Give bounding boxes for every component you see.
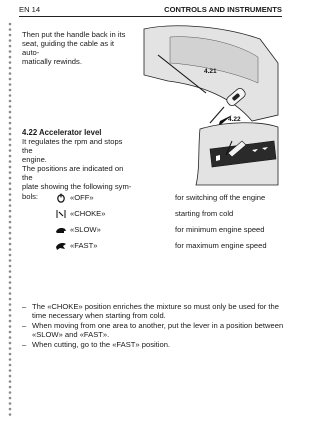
symbol-description-fast: for maximum engine speed bbox=[175, 241, 267, 250]
margin-dot bbox=[9, 188, 12, 191]
margin-dot bbox=[9, 397, 12, 400]
section-title: 4.22 Accelerator level bbox=[22, 128, 102, 137]
margin-dot bbox=[9, 375, 12, 378]
symbol-label-slow: «SLOW» bbox=[70, 225, 101, 234]
margin-dot bbox=[9, 78, 12, 81]
margin-dot bbox=[9, 369, 12, 372]
margin-dot bbox=[9, 342, 12, 345]
margin-dot bbox=[9, 56, 12, 59]
figure-label-bottom: 4.22 bbox=[228, 116, 241, 123]
margin-dot bbox=[9, 28, 12, 31]
page-header bbox=[19, 5, 282, 17]
margin-dot bbox=[9, 402, 12, 405]
margin-dot bbox=[9, 138, 12, 141]
margin-dot bbox=[9, 34, 12, 37]
margin-dot bbox=[9, 314, 12, 317]
margin-dot bbox=[9, 226, 12, 229]
margin-dot bbox=[9, 83, 12, 86]
margin-dot bbox=[9, 248, 12, 251]
margin-dot bbox=[9, 325, 12, 328]
margin-dot bbox=[9, 380, 12, 383]
margin-dot bbox=[9, 61, 12, 64]
margin-dot bbox=[9, 347, 12, 350]
notes-list bbox=[22, 302, 284, 350]
margin-dot bbox=[9, 144, 12, 147]
symbol-description-off: for switching off the engine bbox=[175, 193, 266, 202]
margin-dot bbox=[9, 94, 12, 97]
margin-dot bbox=[9, 171, 12, 174]
margin-dot bbox=[9, 391, 12, 394]
margin-dot bbox=[9, 100, 12, 103]
margin-dot bbox=[9, 149, 12, 152]
margin-dot bbox=[9, 199, 12, 202]
margin-dot bbox=[9, 303, 12, 306]
margin-dot bbox=[9, 270, 12, 273]
choke-icon bbox=[55, 209, 67, 219]
symbol-description-choke: starting from cold bbox=[175, 209, 234, 218]
margin-dot bbox=[9, 221, 12, 224]
margin-dot bbox=[9, 298, 12, 301]
note-item: – The «CHOKE» position enriches the mixture so must only be used for the time necessary when starting from cold. bbox=[22, 302, 279, 321]
section-description: It regulates the rpm and stops the engine. The positions are indicated on the plate showing the following sym- bols: bbox=[22, 137, 132, 201]
margin-dot bbox=[9, 45, 12, 48]
margin-dot bbox=[9, 265, 12, 268]
header-rule bbox=[19, 16, 282, 17]
margin-dot bbox=[9, 281, 12, 284]
note-item: – When moving from one area to another, put the lever in a position between «SLOW» and «FAST». bbox=[22, 321, 284, 340]
margin-dot bbox=[9, 210, 12, 213]
margin-dot bbox=[9, 204, 12, 207]
margin-dot bbox=[9, 259, 12, 262]
margin-dot bbox=[9, 193, 12, 196]
symbol-label-fast: «FAST» bbox=[70, 241, 98, 250]
slow-icon bbox=[55, 225, 67, 235]
margin-dot bbox=[9, 39, 12, 42]
margin-dot-column bbox=[7, 22, 13, 418]
margin-dot bbox=[9, 292, 12, 295]
margin-dot bbox=[9, 182, 12, 185]
fast-icon bbox=[55, 241, 67, 251]
margin-dot bbox=[9, 155, 12, 158]
margin-dot bbox=[9, 386, 12, 389]
margin-dot bbox=[9, 336, 12, 339]
margin-dot bbox=[9, 89, 12, 92]
margin-dot bbox=[9, 287, 12, 290]
margin-dot bbox=[9, 133, 12, 136]
margin-dot bbox=[9, 254, 12, 257]
page-number: EN 14 bbox=[19, 5, 41, 14]
intro-paragraph: Then put the handle back in its seat, guiding the cable as it auto- matically rewinds. bbox=[22, 30, 126, 67]
section-heading: CONTROLS AND INSTRUMENTS bbox=[164, 5, 282, 14]
symbol-label-off: «OFF» bbox=[70, 193, 94, 202]
margin-dot bbox=[9, 67, 12, 70]
off-icon bbox=[55, 193, 67, 203]
figure-label-top: 4.21 bbox=[204, 68, 217, 75]
margin-dot bbox=[9, 320, 12, 323]
margin-dot bbox=[9, 23, 12, 26]
margin-dot bbox=[9, 243, 12, 246]
engine-illustration bbox=[140, 23, 280, 186]
margin-dot bbox=[9, 105, 12, 108]
margin-dot bbox=[9, 177, 12, 180]
margin-dot bbox=[9, 50, 12, 53]
margin-dot bbox=[9, 309, 12, 312]
margin-dot bbox=[9, 408, 12, 411]
margin-dot bbox=[9, 353, 12, 356]
margin-dot bbox=[9, 358, 12, 361]
margin-dot bbox=[9, 166, 12, 169]
margin-dot bbox=[9, 122, 12, 125]
margin-dot bbox=[9, 160, 12, 163]
margin-dot bbox=[9, 276, 12, 279]
margin-dot bbox=[9, 127, 12, 130]
margin-dot bbox=[9, 232, 12, 235]
symbol-description-slow: for minimum engine speed bbox=[175, 225, 265, 234]
margin-dot bbox=[9, 237, 12, 240]
margin-dot bbox=[9, 116, 12, 119]
margin-dot bbox=[9, 364, 12, 367]
margin-dot bbox=[9, 413, 12, 416]
margin-dot bbox=[9, 111, 12, 114]
margin-dot bbox=[9, 331, 12, 334]
plate-off-icon bbox=[216, 155, 220, 161]
symbol-label-choke: «CHOKE» bbox=[70, 209, 106, 218]
margin-dot bbox=[9, 72, 12, 75]
note-item: – When cutting, go to the «FAST» position. bbox=[22, 340, 171, 350]
margin-dot bbox=[9, 215, 12, 218]
